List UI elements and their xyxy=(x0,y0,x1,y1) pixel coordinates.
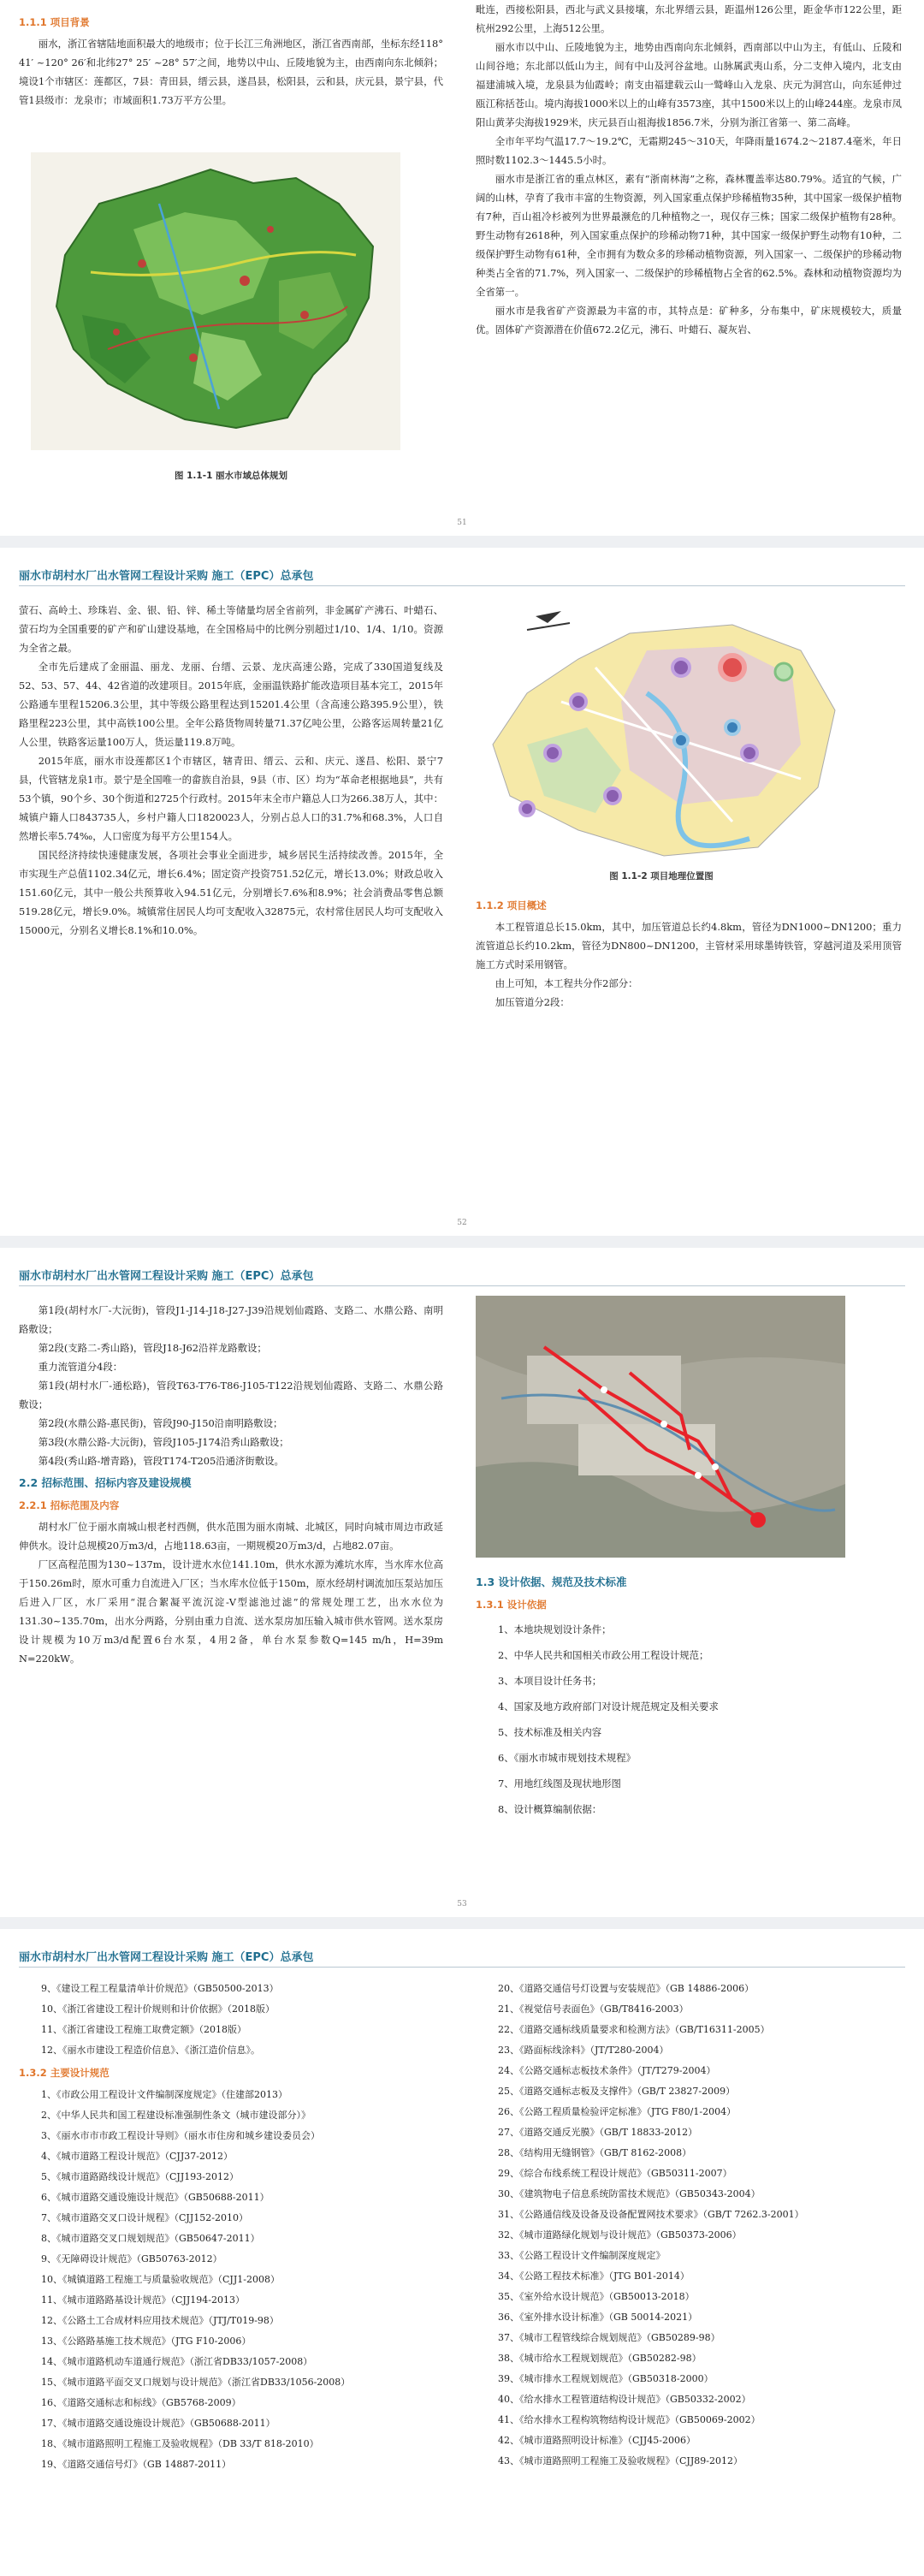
segment-line: 第3段(水鼎公路-大沅街)，管段J105-J174沿秀山路敷设； xyxy=(38,1436,289,1448)
spec-item: 1、《市政公用工程设计文件编制深度规定》（住建部2013） xyxy=(41,2089,287,2100)
overview-pressure: 加压管道分2段： xyxy=(495,996,570,1008)
spec-item: 37、《城市工程管线综合规划规范》（GB50289-98） xyxy=(498,2332,720,2343)
subsection-heading-design-basis: 1.3.1 设计依据 xyxy=(476,1599,547,1611)
spec-item: 18、《城市道路照明工程施工及验收规程》（DB 33/T 818-2010） xyxy=(41,2438,319,2449)
spec-item: 25、《道路交通标志板及支撑件》（GB/T 23827-2009） xyxy=(498,2086,736,2097)
spec-item: 40、《给水排水工程管道结构设计规范》（GB50332-2002） xyxy=(498,2394,751,2405)
spec-item: 42、《城市道路照明设计标准》（CJJ45-2006） xyxy=(498,2435,696,2446)
spec-item: 8、《城市道路交叉口规划规范》（GB50647-2011） xyxy=(41,2233,260,2244)
economy-paragraph: 国民经济持续快速健康发展，各项社会事业全面进步，城乡居民生活持续改善。2015年，全市实现生产总值1102.34亿元，增长6.4%；固定资产投资751.52亿元，增长13.0%；财政总收入151.60亿元，其中一般公共预算收入94.51亿元，分别增长7.6%和8.9%；社会消费品零售总额519.28亿元，增长9.0%。城镇常住居民人均可支配收入32875元，农村常住居民人均可支配收入15000元，分别名义增长8.1%和10.0%。 xyxy=(19,849,443,936)
minerals-paragraph: 萤石、高岭土、珍珠岩、金、银、铅、锌、稀土等储量均居全省前列，非金属矿产沸石、叶蜡石、萤石均为全国重要的矿产和矿山建设基地，在全国格局中的比例分别超过1/10、1/4、1/10。资源为全省之最。 xyxy=(19,604,443,654)
basis-item: 9、《建设工程工程量清单计价规范》（GB50500-2013） xyxy=(41,1983,279,1994)
mineral-paragraph: 丽水市是我省矿产资源最为丰富的市，其特点是：矿种多，分布集中，矿床规模较大，质量优。固体矿产资源潜在价值672.2亿元，沸石、叶蜡石、凝灰岩、 xyxy=(476,305,902,335)
basis-item: 10、《浙江省建设工程计价规则和计价依据》（2018版） xyxy=(41,2003,275,2015)
page4-right-column xyxy=(476,1979,902,2472)
design-basis-item: 2、中华人民共和国相关市政公用工程设计规范； xyxy=(498,1649,709,1661)
section-heading-design-basis: 1.3 设计依据、规范及技术标准 xyxy=(476,1576,627,1588)
design-basis-list xyxy=(476,1617,902,1822)
spec-item: 14、《城市道路机动车道通行规范》（浙江省DB33/1057-2008） xyxy=(41,2356,313,2367)
segment-line: 重力流管道分4段： xyxy=(38,1361,123,1373)
budget-basis-list xyxy=(19,1979,443,2061)
page1-left-column xyxy=(19,10,443,110)
pipeline-route-map xyxy=(476,1296,845,1558)
section-heading-project-background: 1.1.1 项目背景 xyxy=(19,16,90,28)
spec-item: 20、《道路交通信号灯设置与安装规范》（GB 14886-2006） xyxy=(498,1983,755,1994)
document-page-51 xyxy=(0,0,924,536)
spec-item: 11、《城市道路路基设计规范》（CJJ194-2013） xyxy=(41,2294,245,2306)
running-header: 丽水市胡村水厂出水管网工程设计采购 施工（EPC）总承包 xyxy=(19,1951,314,1964)
spec-item: 9、《无障碍设计规范》（GB50763-2012） xyxy=(41,2253,222,2264)
terrain-paragraph: 丽水市以中山、丘陵地貌为主，地势由西南向东北倾斜，西南部以中山为主，有低山、丘陵和山间谷地；东北部以低山为主，间有中山及河谷盆地。山脉属武夷山系，分二支伸入境内，北支由福建浦城入境，龙泉县为仙霞岭；南支由福建载云山一鹫峰山入龙泉、庆元为洞宫山，向东延伸过瓯江称括苍山。境内海拔1000米以上的山峰有3573座，其中1500米以上的山峰244座。龙泉市凤阳山黄茅尖海拔1929米，庆元县百山祖海拔1856.7米，分别为浙江省第一、第二高峰。 xyxy=(476,41,902,128)
process-paragraph: 厂区高程范围为130~137m，设计进水水位141.10m，供水水源为滩坑水库，当水库水位高于150.26m时，原水可重力自流进入厂区；当水库水位低于150m，原水经胡村调流加压泵站加压后进入厂区，水厂采用“混合絮凝平流沉淀-V型滤池过滤”的常规处理工艺，出水水位为131.30~135.70m，出水分两路，分别由重力自流、送水泵房加压输入城市供水管网。送水泵房设计规模为10万m3/d配置6台水泵，4用2备，单台水泵参数Q=145 m/h，H=39m N=220kW。 xyxy=(19,1558,443,1665)
spec-item: 7、《城市道路交叉口设计规程》（CJJ152-2010） xyxy=(41,2212,248,2223)
design-basis-item: 4、国家及地方政府部门对设计规范规定及相关要求 xyxy=(498,1701,719,1712)
spec-list-right xyxy=(476,1979,902,2472)
subsection-heading-specs: 1.3.2 主要设计规范 xyxy=(19,2067,110,2079)
page3-right-column xyxy=(476,1570,902,1822)
spec-item: 41、《给水排水工程构筑物结构设计规范》（GB50069-2002） xyxy=(498,2414,761,2425)
spec-item: 6、《城市道路交通设施设计规范》（GB50688-2011） xyxy=(41,2192,270,2203)
overview-paragraph: 本工程管道总长15.0km，其中，加压管道总长约4.8km，管径为DN1000~DN1200；重力流管道总长约10.2km，管径为DN800~DN1200，主管材采用球墨铸铁管，穿越河道及采用顶管施工方式时采用钢管。 xyxy=(476,921,902,970)
header-rule xyxy=(19,585,905,586)
population-paragraph: 2015年底，丽水市设莲都区1个市辖区，辖青田、缙云、云和、庆元、遂昌、松阳、景宁7县，代管辖龙泉1市。景宁是全国唯一的畲族自治县，9县（市、区）均为“革命老根据地县”，共有53个镇，90个乡、30个街道和2725个行政村。2015年末全市户籍总人口为266.38万人，其中：城镇户籍人口843735人，乡村户籍人口1820023人，分别占总人口的31.7%和68.3%，人口自然增长率5.74‰，人口密度为每平方公里154人。 xyxy=(19,755,443,842)
spec-item: 38、《城市给水工程规划规范》（GB50282-98） xyxy=(498,2353,702,2364)
page-number: 53 xyxy=(457,1900,467,1908)
spec-item: 23、《路面标线涂料》（JT/T280-2004） xyxy=(498,2045,669,2056)
project-location-map xyxy=(476,599,847,861)
page1-right-column xyxy=(476,0,902,339)
spec-item: 33、《公路工程设计文件编制深度规定》 xyxy=(498,2250,666,2261)
location-paragraph: 毗连，西接松阳县，西北与武义县接壤，东北界缙云县，距温州126公里，距金华市122公里，距杭州292公里，上海512公里。 xyxy=(476,3,902,34)
design-basis-item: 6、《丽水市城市规划技术规程》 xyxy=(498,1752,637,1764)
spec-item: 30、《建筑物电子信息系统防雷技术规范》（GB50343-2004） xyxy=(498,2188,761,2199)
spec-item: 10、《城镇道路工程施工与质量验收规范》（CJJ1-2008） xyxy=(41,2274,280,2285)
spec-item: 16、《道路交通标志和标线》（GB5768-2009） xyxy=(41,2397,241,2408)
spec-item: 39、《城市排水工程规划规范》（GB50318-2000） xyxy=(498,2373,714,2384)
header-rule xyxy=(19,1967,905,1968)
spec-list-left xyxy=(19,2085,443,2475)
transport-paragraph: 全市先后建成了金丽温、丽龙、龙丽、台缙、云景、龙庆高速公路，完成了330国道复线及52、53、57、44、42省道的改建项目。2015年底，金丽温铁路扩能改造项目基本完工，2015年公路通车里程15206.3公里，其中等级公路里程达到15201.4公里（含高速公路395.9公里），铁路里程223公里，其中高铁100公里。全年公路货物周转量71.37亿吨公里，公路客运周转量21亿人公里，铁路客运量100万人，货运量119.8万吨。 xyxy=(19,661,443,748)
spec-item: 19、《道路交通信号灯》（GB 14887-2011） xyxy=(41,2459,232,2470)
scope-paragraph: 胡村水厂位于丽水南城山根老村西侧，供水范围为丽水南城、北城区，同时向城市周边市政延伸供水。设计总规模20万m3/d，占地118.63亩，一期规模20万m3/d，占地82.07亩。 xyxy=(19,1521,443,1552)
page3-left-column xyxy=(19,1301,443,1668)
spec-item: 21、《视觉信号表面色》（GB/T8416-2003） xyxy=(498,2003,689,2015)
spec-item: 36、《室外排水设计标准》（GB 50014-2021） xyxy=(498,2312,698,2323)
spec-item: 3、《丽水市市市政工程设计导则》（丽水市住房和城乡建设委员会） xyxy=(41,2130,320,2141)
basis-item: 12、《丽水市建设工程造价信息》、《浙江造价信息》。 xyxy=(41,2045,260,2056)
segment-line: 第2段(水鼎公路-惠民街)，管段J90-J150沿南明路敷设； xyxy=(38,1417,283,1429)
segment-line: 第2段(支路二-秀山路)，管段J18-J62沿祥龙路敷设； xyxy=(38,1342,267,1354)
spec-item: 24、《公路交通标志板技术条件》（JT/T279-2004） xyxy=(498,2065,716,2076)
spec-item: 22、《道路交通标线质量要求和检测方法》（GB/T16311-2005） xyxy=(498,2024,770,2035)
climate-paragraph: 全市年平均气温17.7～19.2℃，无霜期245～310天，年降雨量1674.2～2187.4毫米，年日照时数1102.3～1445.5小时。 xyxy=(476,135,902,166)
spec-item: 34、《公路工程技术标准》（JTG B01-2014） xyxy=(498,2270,690,2282)
section-heading-scope: 2.2 招标范围、招标内容及建设规模 xyxy=(19,1476,192,1489)
background-paragraph: 丽水，浙江省辖陆地面积最大的地级市；位于长江三角洲地区，浙江省西南部，坐标东经118° 41′ ~120° 26′和北纬27° 25′ ~28° 57′之间，地势以中山、丘陵地貌为主，由西南向东北倾斜；境设1个市辖区：莲都区，7县：青田县，缙云县，遂昌县，松阳县，云和县，庆元县，景宁县，代管1县级市：龙泉市；市域面积1.73万平方公里。 xyxy=(19,38,443,106)
subsection-heading-scope: 2.2.1 招标范围及内容 xyxy=(19,1499,120,1511)
segment-line: 第4段(秀山路-增青路)，管段T174-T205沿通济街敷设。 xyxy=(38,1455,284,1467)
segment-line: 第1段(胡村水厂-通松路)，管段T63-T76-T86-J105-T122沿规划仙霞路、支路二、水鼎公路敷设； xyxy=(19,1380,443,1410)
design-basis-item: 3、本项目设计任务书； xyxy=(498,1675,602,1687)
spec-item: 5、《城市道路路线设计规范》（CJJ193-2012） xyxy=(41,2171,239,2182)
figure-caption-2: 图 1.1-2 项目地理位置图 xyxy=(609,871,714,881)
spec-item: 35、《室外给水设计规范》（GB50013-2018） xyxy=(498,2291,695,2302)
spec-item: 15、《城市道路平面交叉口规划与设计规范》（浙江省DB33/1056-2008） xyxy=(41,2377,351,2388)
spec-item: 32、《城市道路绿化规划与设计规范》（GB50373-2006） xyxy=(498,2229,742,2241)
page4-left-column xyxy=(19,1979,443,2475)
spec-item: 12、《公路土工合成材料应用技术规范》（JTJ/T019-98） xyxy=(41,2315,279,2326)
design-basis-item: 5、技术标准及相关内容 xyxy=(498,1726,602,1738)
spec-item: 43、《城市道路照明工程施工及验收规程》（CJJ89-2012） xyxy=(498,2455,743,2466)
basis-item: 11、《浙江省建设工程施工取费定额》（2018版） xyxy=(41,2024,246,2035)
forest-paragraph: 丽水市是浙江省的重点林区，素有“浙南林海”之称，森林覆盖率达80.79%。适宜的气候，广阔的山林，孕育了我市丰富的生物资源，列入国家重点保护珍稀植物35种，其中国家一级保护植物有7种，百山祖冷杉被列为世界最濒危的几种植物之一，现仅存三株；国家二级保护植物有28种。野生动物有2618种，列入国家重点保护的珍稀动物71种，其中国家一级保护野生动物有10种，二级保护野生动物有61种，全市拥有为数众多的珍稀动植物资源，列入国家一、二级保护的珍稀动物种类占全省的71.7%，列入国家一、二级保护的珍稀植物占全省的62.5%。森林和动植物资源均为全省第一。 xyxy=(476,173,902,298)
spec-item: 13、《公路路基施工技术规范》（JTG F10-2006） xyxy=(41,2336,252,2347)
document-page-52 xyxy=(0,548,924,1236)
design-basis-item: 7、用地红线图及现状地形图 xyxy=(498,1778,621,1790)
page-number: 52 xyxy=(457,1219,467,1227)
spec-item: 27、《道路交通反光膜》（GB/T 18833-2012） xyxy=(498,2127,698,2138)
lishui-city-planning-map xyxy=(31,152,400,450)
spec-item: 29、《综合布线系统工程设计规范》（GB50311-2007） xyxy=(498,2168,732,2179)
running-header: 丽水市胡村水厂出水管网工程设计采购 施工（EPC）总承包 xyxy=(19,570,314,583)
page2-right-column xyxy=(476,893,902,1012)
spec-item: 17、《城市道路交通设施设计规范》（GB50688-2011） xyxy=(41,2418,275,2429)
design-basis-item: 1、本地块规划设计条件； xyxy=(498,1623,612,1635)
section-heading-project-overview: 1.1.2 项目概述 xyxy=(476,899,547,911)
spec-item: 2、《中华人民共和国工程建设标准强制性条文（城市建设部分）》 xyxy=(41,2110,311,2121)
page2-left-column xyxy=(19,601,443,940)
page-number: 51 xyxy=(457,519,467,527)
overview-parts: 由上可知，本工程共分作2部分： xyxy=(495,977,638,989)
spec-item: 31、《公路通信线及设备及设备配置网技术要求》（GB/T 7262.3-2001） xyxy=(498,2209,804,2220)
document-page-53 xyxy=(0,1248,924,1917)
document-page-54 xyxy=(0,1929,924,2576)
spec-item: 28、《结构用无缝钢管》（GB/T 8162-2008） xyxy=(498,2147,692,2158)
design-basis-item: 8、设计概算编制依据： xyxy=(498,1803,602,1815)
spec-item: 26、《公路工程质量检验评定标准》（JTG F80/1-2004） xyxy=(498,2106,737,2117)
spec-item: 4、《城市道路工程设计规范》（CJJ37-2012） xyxy=(41,2151,233,2162)
header-rule xyxy=(19,1285,905,1286)
figure-caption-1: 图 1.1-1 丽水市域总体规划 xyxy=(174,471,288,481)
running-header: 丽水市胡村水厂出水管网工程设计采购 施工（EPC）总承包 xyxy=(19,1270,314,1283)
segment-line: 第1段(胡村水厂-大沅街)，管段J1-J14-J18-J27-J39沿规划仙霞路、支路二、水鼎公路、南明路敷设； xyxy=(19,1304,443,1335)
